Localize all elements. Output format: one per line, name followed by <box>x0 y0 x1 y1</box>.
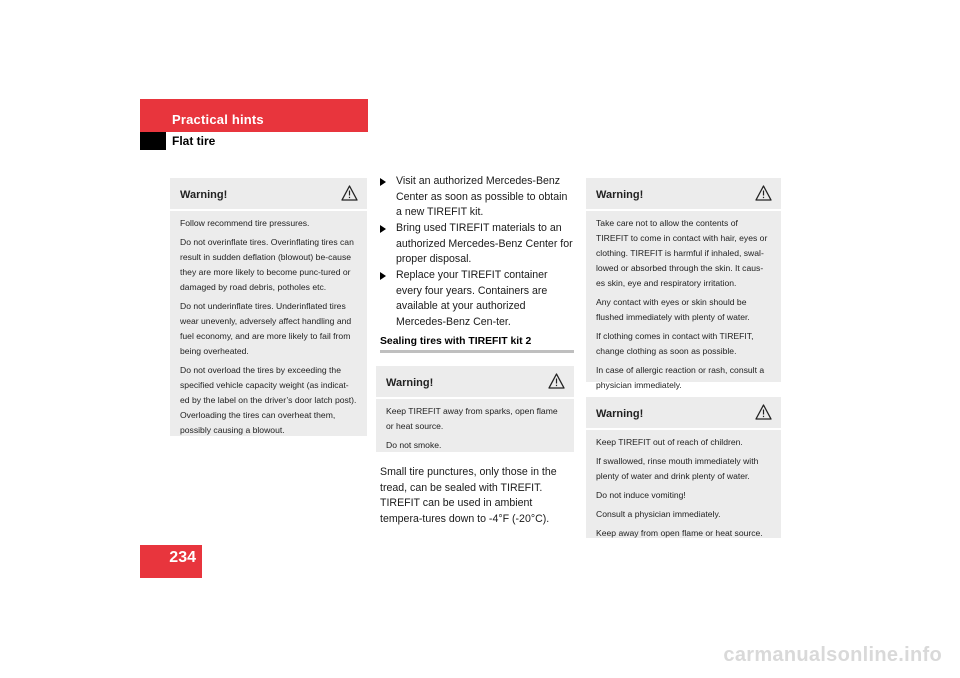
warning-header <box>586 397 781 430</box>
warning-body <box>586 211 781 401</box>
warning-paragraph: Do not induce vomiting! <box>596 490 686 500</box>
warning-body <box>170 211 367 446</box>
warning-paragraph: If swallowed, rinse mouth immediately with plenty of water and drink plenty of water. <box>596 456 759 481</box>
arrow-bullet-icon <box>380 225 386 233</box>
footer-watermark: carmanualsonline.info <box>723 644 942 666</box>
instruction-item <box>380 221 576 268</box>
warning-title: Warning! <box>180 189 228 201</box>
warning-paragraph: Keep TIREFIT out of reach of children. <box>596 437 743 447</box>
warning-triangle-icon <box>755 404 772 420</box>
sealing-description: Small tire punctures, only those in the tread, can be sealed with TIREFIT. TIREFIT can be used in ambient tempera-tures down to -4°F (-20°C). <box>380 466 557 525</box>
warning-paragraph: Keep TIREFIT away from sparks, open flame or heat source. <box>386 406 558 431</box>
section-heading: Sealing tires with TIREFIT kit 2 <box>380 336 532 347</box>
instruction-text: Replace your TIREFIT container every four years. Containers are available at your authorized Mercedes-Benz Cen-ter. <box>396 269 548 328</box>
warning-header <box>170 178 367 211</box>
warning-box-tire-pressure <box>170 178 367 436</box>
warning-header <box>376 366 574 399</box>
warning-paragraph: Do not overinflate tires. Overinflating tires can result in sudden deflation (blowout) be-cause they are more likely to become punc-tured or damaged by road debris, potholes etc. <box>180 237 354 292</box>
warning-body <box>586 430 781 549</box>
warning-paragraph: In case of allergic reaction or rash, consult a physician immediately. <box>596 365 765 390</box>
instruction-item <box>380 174 576 221</box>
section-divider <box>380 350 574 353</box>
warning-box-children <box>586 397 781 538</box>
warning-box-contact <box>586 178 781 390</box>
arrow-bullet-icon <box>380 178 386 186</box>
warning-paragraph: Do not smoke. <box>386 440 442 450</box>
warning-body <box>376 399 574 461</box>
section-title: Practical hints <box>172 112 264 127</box>
warning-triangle-icon <box>341 185 358 201</box>
instruction-text: Bring used TIREFIT materials to an authorized Mercedes-Benz Center for proper disposal. <box>396 222 573 265</box>
warning-paragraph: Do not underinflate tires. Underinflated tires wear unevenly, adversely affect handling and fuel economy, and are more likely to fail from being overheated. <box>180 301 352 356</box>
warning-title: Warning! <box>596 189 644 201</box>
instruction-text: Visit an authorized Mercedes-Benz Center as soon as possible to obtain a new TIREFIT kit. <box>396 175 568 218</box>
warning-triangle-icon <box>755 185 772 201</box>
instruction-item <box>380 268 576 330</box>
warning-paragraph: Keep away from open flame or heat source. <box>596 528 763 538</box>
page-number: 234 <box>169 549 196 566</box>
warning-header <box>586 178 781 211</box>
warning-paragraph: Any contact with eyes or skin should be flushed immediately with plenty of water. <box>596 297 750 322</box>
warning-paragraph: Follow recommend tire pressures. <box>180 218 310 228</box>
warning-title: Warning! <box>386 377 434 389</box>
warning-paragraph: If clothing comes in contact with TIREFIT, change clothing as soon as possible. <box>596 331 754 356</box>
page-number-box <box>140 545 202 578</box>
header-tab <box>140 132 166 150</box>
warning-box-sparks <box>376 366 574 452</box>
warning-title: Warning! <box>596 408 644 420</box>
warning-triangle-icon <box>548 373 565 389</box>
warning-paragraph: Consult a physician immediately. <box>596 509 721 519</box>
subsection-title: Flat tire <box>172 134 216 148</box>
arrow-bullet-icon <box>380 272 386 280</box>
warning-paragraph: Take care not to allow the contents of TIREFIT to come in contact with hair, eyes or clothing. TIREFIT is harmful if inhaled, swal-lowed or absorbed through the skin. It caus-es skin, eye and respiratory irritation. <box>596 218 768 288</box>
warning-paragraph: Do not overload the tires by exceeding the specified vehicle capacity weight (as indicat-ed by the label on the driver’s door latch post). Overloading the tires can overheat them, possibly causing a blowout. <box>180 365 357 435</box>
